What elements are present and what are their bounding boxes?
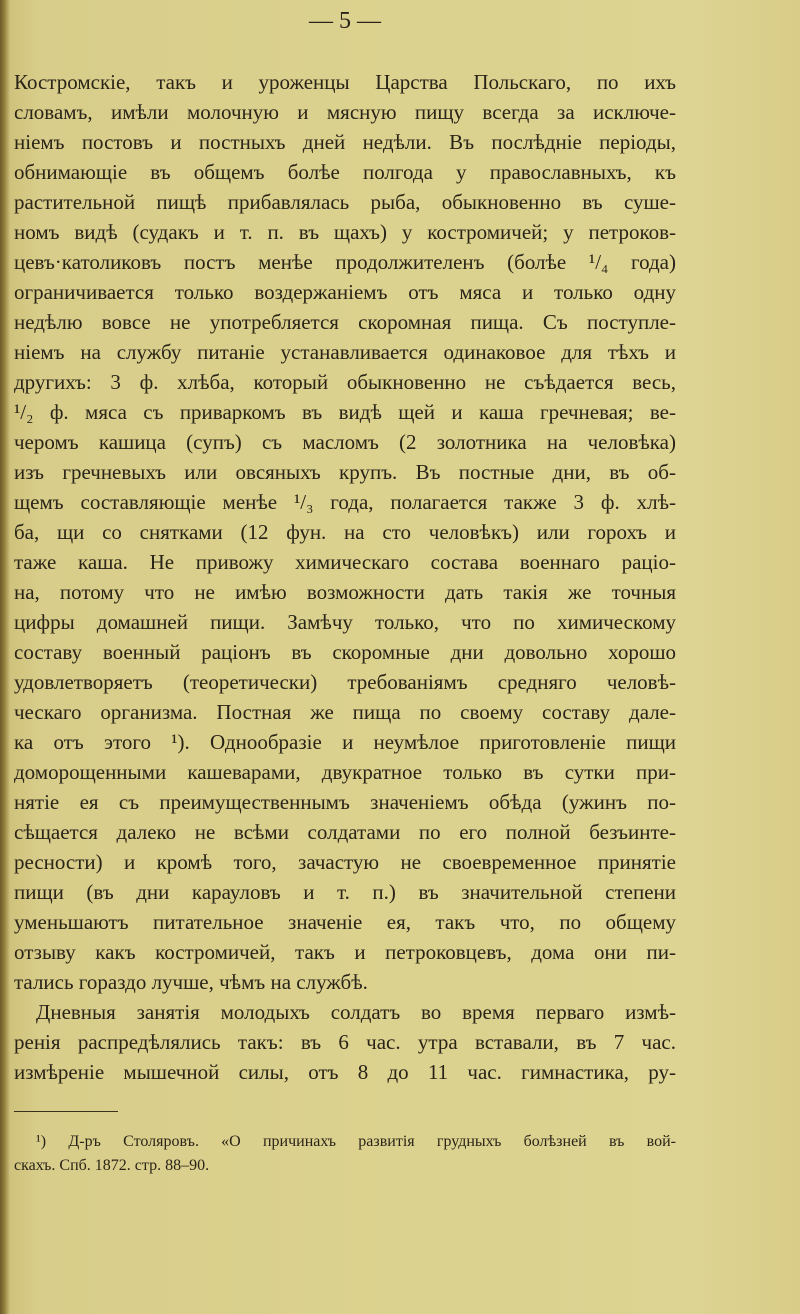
footnote xyxy=(14,1130,676,1178)
footnote-line: скахъ. Спб. 1872. стр. 88–90. xyxy=(14,1157,210,1174)
text-line: на, потому что не имѣю возможности дать такія же точныя xyxy=(14,580,676,604)
text-line: недѣлю вовсе не употребляется скоромная пища. Съ поступле- xyxy=(14,310,676,334)
text-line: доморощенными кашеварами, двукратное только въ сутки при- xyxy=(14,760,676,784)
text-line: отзыву какъ костромичей, такъ и петроковцевъ, дома они пи- xyxy=(14,940,676,964)
text-line: удовлетворяетъ (теоретически) требованіямъ средняго человѣ- xyxy=(14,670,676,694)
body-text xyxy=(14,67,676,1087)
text-line: ка отъ этого ¹). Однообразіе и неумѣлое приготовленіе пищи xyxy=(14,730,676,754)
text-line: обнимающіе въ общемъ болѣе полгода у православныхъ, къ xyxy=(14,160,676,184)
text-line: ограничивается только воздержаніемъ отъ мяса и только одну xyxy=(14,280,676,304)
text-line: пищи (въ дни карауловъ и т. п.) въ значительной степени xyxy=(14,880,676,904)
text-line: ческаго организма. Постная же пища по своему составу дале- xyxy=(14,700,676,724)
text-line: другихъ: 3 ф. хлѣба, который обыкновенно не съѣдается весь, xyxy=(14,370,676,394)
text-line: составу военный раціонъ въ скоромные дни довольно хорошо xyxy=(14,640,676,664)
page-number: — 5 — xyxy=(309,8,381,34)
text-line: ба, щи со снятками (12 фун. на сто человѣкъ) или горохъ и xyxy=(14,520,676,544)
footnote-line: ¹) Д-ръ Столяровъ. «О причинахъ развитія грудныхъ болѣзней въ вой- xyxy=(36,1133,676,1150)
text-line: тались гораздо лучше, чѣмъ на службѣ. xyxy=(14,970,368,994)
text-line: Костромскіе, такъ и уроженцы Царства Польскаго, по ихъ xyxy=(14,70,676,94)
text-line: словамъ, имѣли молочную и мясную пищу всегда за исключе- xyxy=(14,100,676,124)
text-line: таже каша. Не привожу химическаго состава военнаго раціо- xyxy=(14,550,676,574)
footnote-divider xyxy=(14,1111,118,1112)
text-line: нятіе ея съ преимущественнымъ значеніемъ обѣда (ужинъ по- xyxy=(14,790,676,814)
text-line: черомъ кашица (супъ) съ масломъ (2 золотника на человѣка) xyxy=(14,430,676,454)
text-line: номъ видѣ (судакъ и т. п. въ щахъ) у костромичей; у петроков- xyxy=(14,220,676,244)
text-line: цифры домашней пищи. Замѣчу только, что по химическому xyxy=(14,610,676,634)
text-line: Дневныя занятія молодыхъ солдатъ во время перваго измѣ- xyxy=(36,1000,676,1024)
text-line: растительной пищѣ прибавлялась рыба, обыкновенно въ суше- xyxy=(14,190,676,214)
text-line: ніемъ постовъ и постныхъ дней недѣли. Въ послѣдніе періоды, xyxy=(14,130,676,154)
text-line: ніемъ на службу питаніе устанавливается одинаковое для тѣхъ и xyxy=(14,340,676,364)
text-line: щемъ составляющіе менѣе ¹/₃ года, полагается также 3 ф. хлѣ- xyxy=(14,490,676,514)
text-line: цевъ·католиковъ постъ менѣе продолжителенъ (болѣе ¹/₄ года) xyxy=(14,250,676,274)
text-line: уменьшаютъ питательное значеніе ея, такъ что, по общему xyxy=(14,910,676,934)
text-line: ренія распредѣлялись такъ: въ 6 час. утра вставали, въ 7 час. xyxy=(14,1030,676,1054)
text-line: изъ гречневыхъ или овсяныхъ крупъ. Въ постные дни, въ об- xyxy=(14,460,676,484)
text-line: ресности) и кромѣ того, зачастую не своевременное принятіе xyxy=(14,850,676,874)
text-line: сѣщается далеко не всѣми солдатами по его полной безъинте- xyxy=(14,820,676,844)
text-line: измѣреніе мышечной силы, отъ 8 до 11 час. гимнастика, ру- xyxy=(14,1060,676,1084)
text-line: ¹/₂ ф. мяса съ приваркомъ въ видѣ щей и каша гречневая; ве- xyxy=(14,400,676,424)
